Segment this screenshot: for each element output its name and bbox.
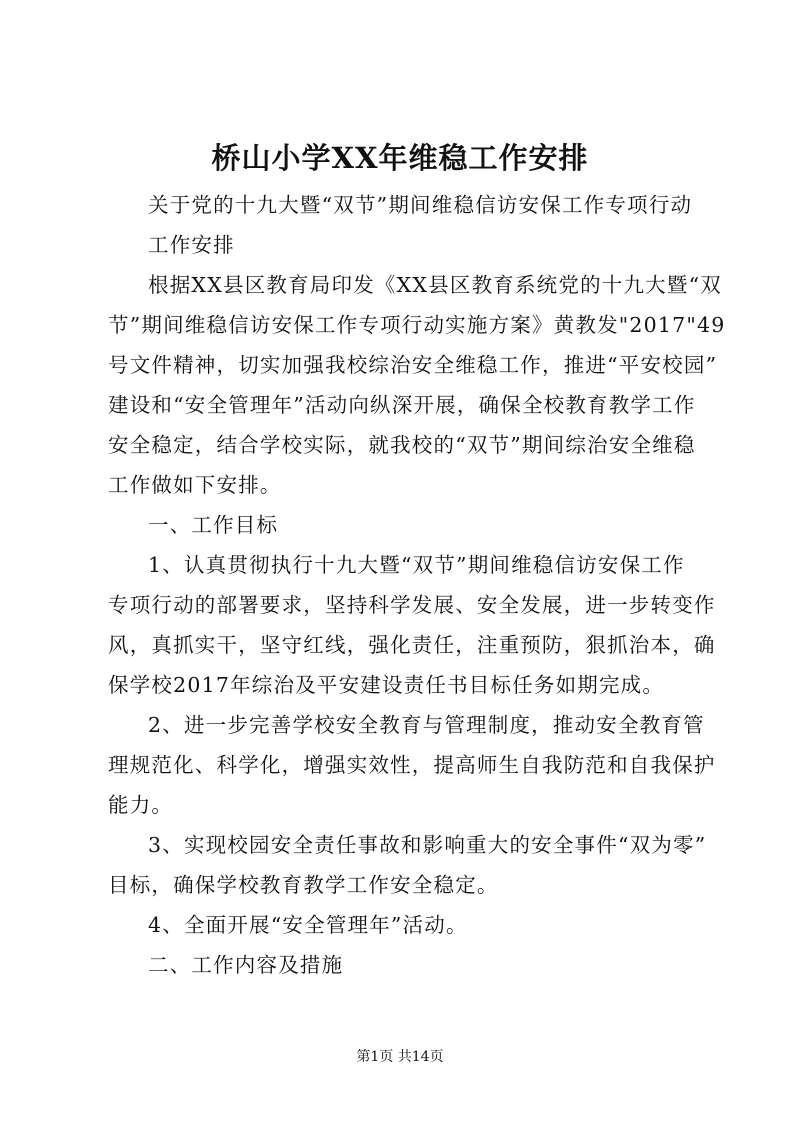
- subtitle-line: 工作安排: [148, 233, 235, 257]
- document-title: 桥山小学XX年维稳工作安排: [211, 141, 589, 175]
- paragraph-line: 4、全面开展“安全管理年”活动。: [148, 913, 468, 937]
- paragraph-line: 工作做如下安排。: [108, 473, 282, 497]
- paragraph-line: 目标，确保学校教育教学工作安全稳定。: [108, 873, 499, 897]
- paragraph-line: 理规范化、科学化，增强实效性，提高师生自我防范和自我保护: [108, 753, 716, 777]
- paragraph-line: 专项行动的部署要求，坚持科学发展、安全发展，进一步转变作: [108, 593, 716, 617]
- paragraph-line: 根据XX县区教育局印发《XX县区教育系统党的十九大暨“双: [148, 273, 722, 297]
- section-heading: 二、工作内容及措施: [148, 953, 344, 977]
- page-footer: 第1页 共14页: [356, 1049, 444, 1065]
- paragraph-line: 建设和“安全管理年”活动向纵深开展，确保全校教育教学工作: [108, 393, 696, 417]
- paragraph-line: 号文件精神，切实加强我校综治安全维稳工作，推进“平安校园”: [108, 353, 718, 377]
- paragraph-line: 能力。: [108, 793, 174, 817]
- paragraph-line: 风，真抓实干，坚守红线，强化责任，注重预防，狠抓治本，确: [108, 633, 716, 657]
- paragraph-line: 2、进一步完善学校安全教育与管理制度，推动安全教育管: [148, 713, 705, 737]
- subtitle-line: 关于党的十九大暨“双节”期间维稳信访安保工作专项行动: [148, 193, 693, 217]
- paragraph-line: 1、认真贯彻执行十九大暨“双节”期间维稳信访安保工作: [148, 553, 685, 577]
- paragraph-line: 3、实现校园安全责任事故和影响重大的安全事件“双为零”: [148, 833, 707, 857]
- paragraph-line: 保学校2017年综治及平安建设责任书目标任务如期完成。: [108, 673, 665, 697]
- section-heading: 一、工作目标: [148, 513, 279, 537]
- paragraph-line: 安全稳定，结合学校实际，就我校的“双节”期间综治安全维稳: [108, 433, 696, 457]
- paragraph-line: 节”期间维稳信访安保工作专项行动实施方案》黄教发"2017"49: [108, 313, 726, 337]
